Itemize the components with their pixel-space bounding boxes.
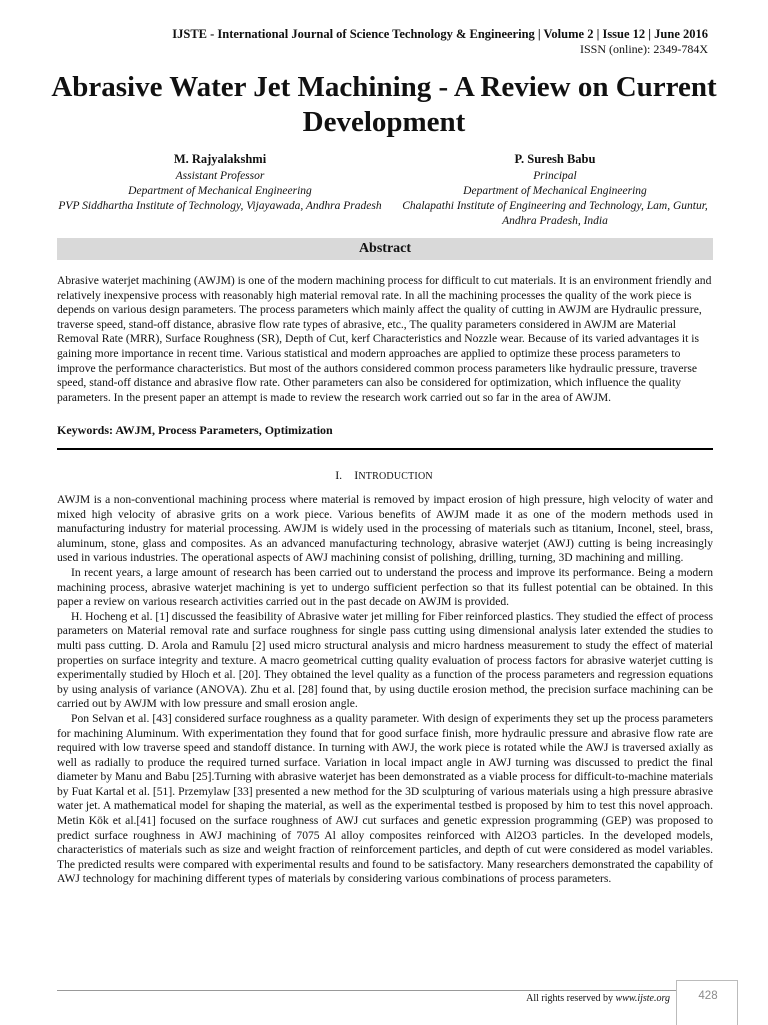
author-1 [55, 152, 385, 214]
author-institution: Chalapathi Institute of Engineering and Technology, Lam, Guntur, Andhra Pradesh, India [402, 200, 708, 227]
issn: ISSN (online): 2349-784X [580, 42, 708, 56]
keywords: Keywords: AWJM, Process Parameters, Optimization [57, 423, 333, 437]
journal-header [172, 27, 708, 57]
author-name: P. Suresh Babu [514, 152, 596, 166]
copyright-line [526, 993, 670, 1004]
footer-rule [57, 990, 677, 991]
paragraph: In recent years, a large amount of research has been carried out to understand the process and improve its performance. Being a modern machining process, abrasive waterjet machining is yet to undergo sufficient perfection so that its fullest potential can be obtained. In this paper a review on various research activities carried out in the past decade on AWJM is provided. [57, 565, 713, 609]
author-2 [395, 152, 715, 229]
page-number-box [676, 980, 738, 1025]
journal-line: IJSTE - International Journal of Science Technology & Engineering | Volume 2 | Issue 12 | June 2016 [172, 27, 708, 41]
paragraph: Pon Selvan et al. [43] considered surface roughness as a quality parameter. With design of experiments they set up the process parameters for machining Aluminum. With experimentation they found that for good surface finish, more hydraulic pressure and abrasive flow rate are required with low traverse speed and standoff distance. In turning with AWJ, the work piece is rotated while the AWJ is traversed axially as well as radially to produce the required turned surface. Variation in local impact angle in AWJ turning was discussed to predict the final diameter by Manu and Babu [25].Turning with abrasive waterjet has been demonstrated as a viable process for difficult-to-machine materials by Fuat Kartal et al. [51]. Przemylaw [33] presented a new method for the 3D sculpturing of various materials using a high pressure abrasive water jet. A mathematical model for shaping the material, as well as the experimental testbed is proposed by him to test this novel approach. Metin Kök et al.[41] focused on the surface roughness of AWJ cut surfaces and genetic expression programming (GEP) was proposed to predict surface roughness in AWJ machining of 7075 Al alloy composites reinforced with Al2O3 particles. In the developed models, characteristics of materials such as size and weight fraction of reinforcement particles, and depth of cut were considered as model variables. The predicted results were compared with experimental results and found to be satisfactory. Many researchers demonstrated the capability of AWJ technology for machining different types of materials by considering various combinations of process parameters. [57, 711, 713, 886]
section-heading [0, 468, 768, 483]
abstract-text: Abrasive waterjet machining (AWJM) is one of the modern machining process for difficult to cut materials. It is an environment friendly and relatively inexpensive process with reasonably high material removal rate. In all the machining processes the quality of the work piece is depends on various design parameters. The process parameters which mainly affect the quality of cutting in AWJM are Hydraulic pressure, traverse speed, stand-off distance, abrasive flow rate types of abrasive, etc., The quality parameters considered in AWJM are Material Removal Rate (MRR), Surface Roughness (SR), Depth of Cut, kerf Characteristics and Nozzle wear. Because of its varied advantages it is gaining more importance in recent time. Various statistical and modern approaches are applied to optimize these process parameters to improve the performance characteristics. But most of the authors considered common process parameters like hydraulic pressure, traverse speed, stand-off distance and abrasive flow rate. Other parameters can also be considered for optimization, which influence the quality parameters. In the present paper an attempt is made to review the research work carried out so far in the area of AWJM. [57, 274, 712, 404]
author-department: Department of Mechanical Engineering [463, 185, 647, 197]
abstract-heading: Abstract [57, 238, 713, 260]
paragraph: AWJM is a non-conventional machining process where material is removed by impact erosion of high pressure, high velocity of water and mixed high velocity of abrasive grits on a work piece. Various benefits of AWJM made it as one of the modern methods used in manufacturing industry for material processing. AWJM is widely used in the processing of materials such as titanium, Inconel, steel, brass, aluminum, stone, glass and composites. As an advanced manufacturing technology, abrasive waterjet (AWJ) cutting is being increasingly used in various industries. The operational aspects of AWJ machining consist of polishing, drilling, turning, 3D machining and milling. [57, 493, 713, 565]
author-department: Department of Mechanical Engineering [128, 185, 312, 197]
rights-text: All rights reserved by [526, 993, 614, 1004]
author-role: Principal [533, 170, 577, 182]
page-number: 428 [698, 990, 718, 1002]
paper-title: Abrasive Water Jet Machining - A Review on Current Development [51, 71, 717, 138]
introduction-body [57, 493, 713, 887]
site-link[interactable]: www.ijste.org [615, 993, 670, 1004]
section-title: INTRODUCTION [354, 468, 433, 482]
paragraph: H. Hocheng et al. [1] discussed the feasibility of Abrasive water jet milling for Fiber reinforced plastics. They studied the effect of process parameters on Material removal rate and surface roughness for single pass cutting using dimensional analysis later extended the studies to multi pass cutting. D. Arola and Ramulu [2] used micro structural analysis and micro hardness measurement to study the effect of material properties on surface integrity and texture. A macro geometrical cutting quality evaluation of process factors for abrasive waterjet cutting is experimentally studied by Hloch et al. [20]. They obtained the level quality as a function of the process parameters and regression equations by using analysis of variance (ANOVA). Zhu et al. [28] found that, by using ductile erosion method, the precision surface machining can be carried out by AWJM with low pressure and small erosion angle. [57, 609, 713, 711]
author-role: Assistant Professor [175, 170, 265, 182]
section-number: I. [335, 468, 343, 482]
author-institution: PVP Siddhartha Institute of Technology, Vijayawada, Andhra Pradesh [58, 200, 382, 212]
page-footer [0, 990, 768, 1024]
author-name: M. Rajyalakshmi [173, 152, 267, 166]
section-divider [57, 448, 713, 450]
